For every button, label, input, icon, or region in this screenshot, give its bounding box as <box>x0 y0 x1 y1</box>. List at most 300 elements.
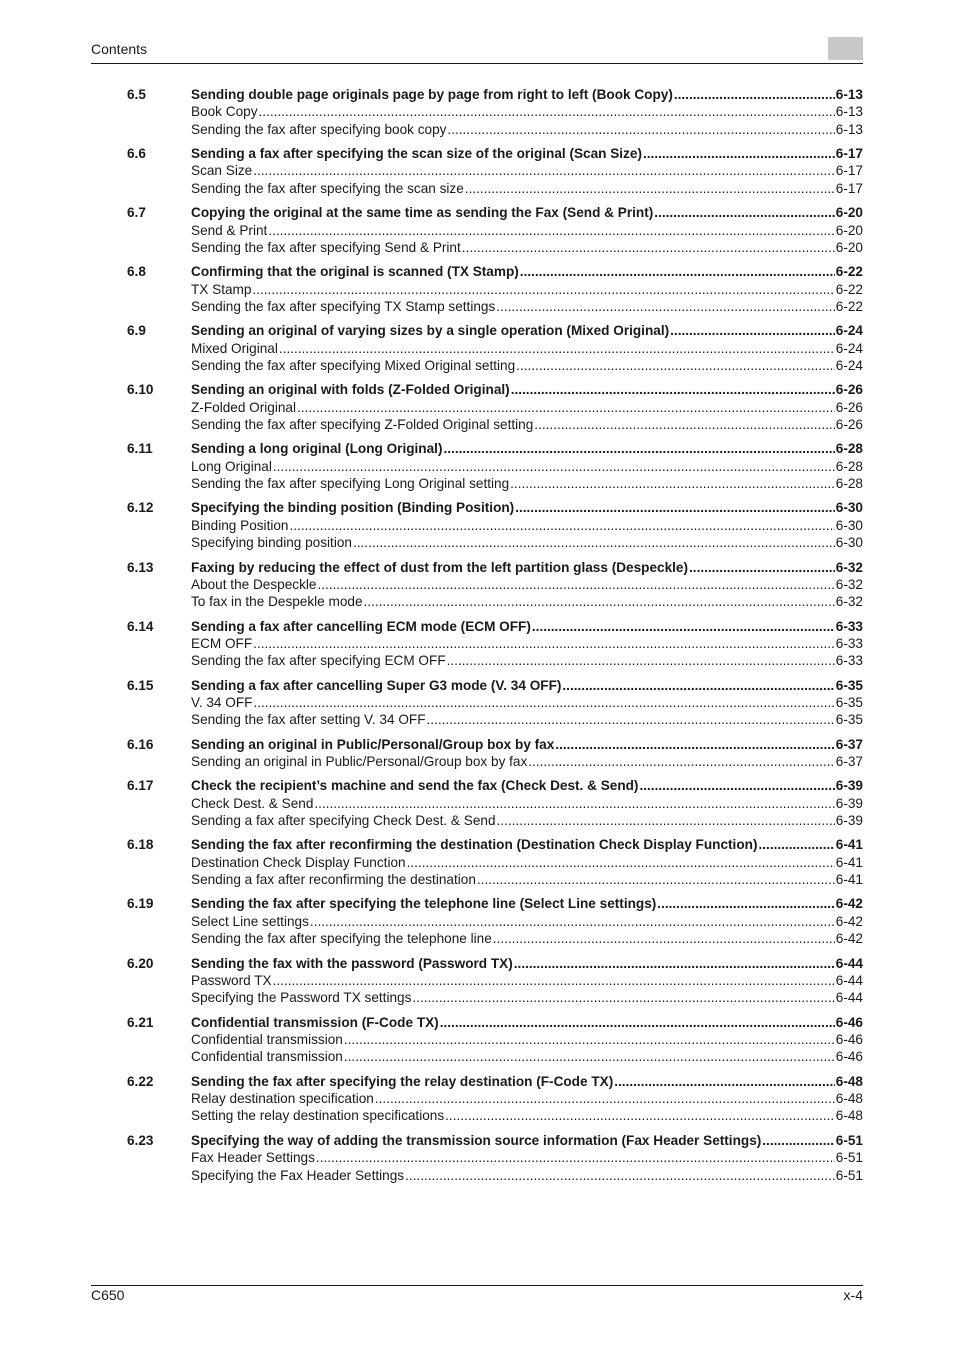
section-title: Confirming that the original is scanned (TX Stamp) <box>191 264 519 280</box>
subentry-page: 6-17 <box>835 180 863 196</box>
dot-leader <box>316 1149 835 1166</box>
dot-leader <box>657 895 834 912</box>
section-spacer <box>0 1184 954 1191</box>
page-header-title: Contents <box>91 41 148 57</box>
toc-subentry[interactable] <box>0 281 954 298</box>
toc-section <box>0 440 954 499</box>
section-entry <box>191 736 863 753</box>
subentry-page: 6-28 <box>835 476 863 492</box>
section-number: 6.10 <box>127 382 154 398</box>
dot-leader <box>758 836 834 853</box>
section-entry <box>191 559 863 576</box>
toc-subentry[interactable] <box>0 103 954 120</box>
section-page: 6-46 <box>835 1014 863 1030</box>
toc-section-heading[interactable] <box>0 836 954 853</box>
section-spacer <box>0 611 954 618</box>
dot-leader <box>310 913 835 930</box>
toc-subentry[interactable] <box>0 593 954 610</box>
section-page: 6-26 <box>835 382 863 398</box>
subentry-page: 6-42 <box>835 931 863 947</box>
section-entry <box>191 1014 863 1031</box>
dot-leader <box>253 635 835 652</box>
toc-subentry[interactable] <box>0 694 954 711</box>
toc-subentry[interactable] <box>0 239 954 256</box>
section-spacer <box>0 670 954 677</box>
section-number: 6.13 <box>127 559 154 575</box>
dot-leader <box>253 694 834 711</box>
section-entry <box>191 145 863 162</box>
toc-section-heading[interactable] <box>0 204 954 221</box>
subentry-title: Setting the relay destination specifications <box>191 1108 445 1124</box>
toc-section <box>0 1014 954 1073</box>
section-page: 6-17 <box>835 146 863 162</box>
subentry-entry <box>191 635 863 652</box>
dot-leader <box>674 86 835 103</box>
section-page: 6-33 <box>835 618 863 634</box>
dot-leader <box>493 930 835 947</box>
dot-leader <box>447 652 835 669</box>
section-entry <box>191 322 863 339</box>
subentry-title: Sending the fax after specifying book copy <box>191 121 447 137</box>
dot-leader <box>497 812 835 829</box>
section-number: 6.12 <box>127 500 154 516</box>
subentry-page: 6-48 <box>835 1091 863 1107</box>
subentry-page: 6-35 <box>835 695 863 711</box>
section-number: 6.19 <box>127 896 154 912</box>
subentry-entry <box>191 930 863 947</box>
dot-leader <box>511 381 835 398</box>
subentry-title: Select Line settings <box>191 913 309 929</box>
subentry-page: 6-33 <box>835 635 863 651</box>
toc-subentry[interactable] <box>0 357 954 374</box>
subentry-title: Sending a fax after reconfirming the destination <box>191 872 476 888</box>
subentry-entry <box>191 1031 863 1048</box>
subentry-page: 6-46 <box>835 1049 863 1065</box>
subentry-title: Specifying binding position <box>191 535 352 551</box>
section-title: Sending the fax after specifying the telephone line (Select Line settings) <box>191 896 657 912</box>
toc-subentry[interactable] <box>0 458 954 475</box>
subentry-title: To fax in the Despekle mode <box>191 594 363 610</box>
subentry-page: 6-28 <box>835 458 863 474</box>
section-number: 6.22 <box>127 1073 154 1089</box>
dot-leader <box>364 593 835 610</box>
toc-section-heading[interactable] <box>0 736 954 753</box>
subentry-title: Send & Print <box>191 222 268 238</box>
section-title: Sending an original of varying sizes by a single operation (Mixed Original) <box>191 323 670 339</box>
toc-subentry[interactable] <box>0 635 954 652</box>
subentry-entry <box>191 871 863 888</box>
dot-leader <box>528 753 835 770</box>
dot-leader <box>253 162 835 179</box>
subentry-entry <box>191 576 863 593</box>
toc-section-heading[interactable] <box>0 499 954 516</box>
header-divider <box>91 63 863 64</box>
toc-subentry[interactable] <box>0 753 954 770</box>
section-spacer <box>0 830 954 837</box>
toc-section <box>0 1132 954 1191</box>
section-entry <box>191 440 863 457</box>
section-title: Copying the original at the same time as sending the Fax (Send & Print) <box>191 205 654 221</box>
subentry-entry <box>191 795 863 812</box>
section-title: Specifying the way of adding the transmission source information (Fax Header Settings) <box>191 1132 762 1148</box>
dot-leader <box>515 499 835 516</box>
subentry-title: Sending the fax after specifying Send & Print <box>191 239 461 255</box>
section-title: Sending an original with folds (Z-Folded Original) <box>191 382 510 398</box>
toc-section-heading[interactable] <box>0 145 954 162</box>
subentry-page: 6-46 <box>835 1032 863 1047</box>
subentry-entry <box>191 1048 863 1065</box>
section-entry <box>191 263 863 280</box>
section-number: 6.17 <box>127 778 154 794</box>
subentry-title: Book Copy <box>191 104 258 120</box>
section-entry <box>191 204 863 221</box>
toc-section <box>0 736 954 778</box>
dot-leader <box>520 263 835 280</box>
toc-subentry[interactable] <box>0 534 954 551</box>
subentry-title: Specifying the Password TX settings <box>191 990 412 1006</box>
subentry-page: 6-17 <box>835 163 863 179</box>
dot-leader <box>510 475 835 492</box>
section-spacer <box>0 197 954 204</box>
toc-subentry[interactable] <box>0 475 954 492</box>
toc-subentry[interactable] <box>0 930 954 947</box>
toc-subentry[interactable] <box>0 871 954 888</box>
section-entry <box>191 677 863 694</box>
section-title: Specifying the binding position (Binding Position) <box>191 500 515 516</box>
subentry-title: Fax Header Settings <box>191 1150 315 1166</box>
subentry-title: TX Stamp <box>191 281 252 297</box>
section-entry <box>191 895 863 912</box>
toc-subentry[interactable] <box>0 854 954 871</box>
section-title: Sending a fax after cancelling ECM mode (ECM OFF) <box>191 618 531 634</box>
subentry-entry <box>191 753 863 770</box>
toc-section <box>0 895 954 954</box>
subentry-page: 6-33 <box>835 653 863 669</box>
section-spacer <box>0 493 954 500</box>
toc-subentry[interactable] <box>0 795 954 812</box>
section-number: 6.5 <box>127 87 146 102</box>
subentry-entry <box>191 1149 863 1166</box>
subentry-title: Destination Check Display Function <box>191 854 406 870</box>
subentry-page: 6-42 <box>835 913 863 929</box>
toc-subentry[interactable] <box>0 1107 954 1124</box>
dot-leader <box>427 711 835 728</box>
toc-subentry[interactable] <box>0 652 954 669</box>
footer-divider <box>91 1285 863 1286</box>
section-spacer <box>0 1125 954 1132</box>
toc-subentry[interactable] <box>0 416 954 433</box>
subentry-entry <box>191 222 863 239</box>
section-title: Sending the fax after reconfirming the destination (Destination Check Display Function) <box>191 837 758 853</box>
toc-subentry[interactable] <box>0 340 954 357</box>
subentry-page: 6-39 <box>835 795 863 811</box>
dot-leader <box>314 795 834 812</box>
subentry-page: 6-20 <box>835 222 863 238</box>
dot-leader <box>689 559 835 576</box>
toc-subentry[interactable] <box>0 1167 954 1184</box>
section-page: 6-35 <box>835 677 863 693</box>
toc-section-heading[interactable] <box>0 955 954 972</box>
dot-leader <box>762 1132 835 1149</box>
dot-leader <box>555 736 834 753</box>
section-page: 6-42 <box>835 896 863 912</box>
dot-leader <box>344 1031 835 1048</box>
subentry-entry <box>191 121 863 138</box>
dot-leader <box>496 298 835 315</box>
dot-leader <box>344 1048 835 1065</box>
toc-subentry[interactable] <box>0 298 954 315</box>
dot-leader <box>534 416 834 433</box>
subentry-entry <box>191 162 863 179</box>
header-tab-marker <box>828 37 863 60</box>
toc-section <box>0 677 954 736</box>
toc-section-heading[interactable] <box>0 1014 954 1031</box>
subentry-page: 6-51 <box>835 1167 863 1183</box>
subentry-title: Binding Position <box>191 517 289 533</box>
toc-section <box>0 1073 954 1132</box>
toc-section-heading[interactable] <box>0 1132 954 1149</box>
subentry-page: 6-22 <box>835 298 863 314</box>
section-page: 6-39 <box>835 778 863 794</box>
toc-section <box>0 836 954 895</box>
toc-section-heading[interactable] <box>0 895 954 912</box>
toc-subentry[interactable] <box>0 1048 954 1065</box>
toc-subentry[interactable] <box>0 1031 954 1048</box>
dot-leader <box>273 458 835 475</box>
section-spacer <box>0 433 954 440</box>
subentry-title: Password TX <box>191 972 272 988</box>
toc-section-heading[interactable] <box>0 677 954 694</box>
toc-section-heading[interactable] <box>0 440 954 457</box>
subentry-page: 6-26 <box>835 417 863 433</box>
toc-subentry[interactable] <box>0 517 954 534</box>
subentry-entry <box>191 694 863 711</box>
dot-leader <box>477 871 835 888</box>
subentry-page: 6-41 <box>835 872 863 888</box>
subentry-page: 6-35 <box>835 712 863 728</box>
section-entry <box>191 381 863 398</box>
section-title: Confidential transmission (F-Code TX) <box>191 1014 439 1030</box>
subentry-entry <box>191 1090 863 1107</box>
subentry-page: 6-39 <box>835 813 863 829</box>
toc-subentry[interactable] <box>0 989 954 1006</box>
footer-page-number: x-4 <box>843 1287 863 1303</box>
dot-leader <box>639 777 834 794</box>
subentry-title: Sending the fax after specifying ECM OFF <box>191 653 446 669</box>
subentry-title: Sending the fax after specifying the scan size <box>191 180 464 196</box>
subentry-page: 6-37 <box>835 754 863 770</box>
dot-leader <box>412 989 834 1006</box>
dot-leader <box>462 239 835 256</box>
dot-leader <box>654 204 835 221</box>
section-entry <box>191 1132 863 1149</box>
toc-section <box>0 499 954 558</box>
section-title: Check the recipient’s machine and send the fax (Check Dest. & Send) <box>191 778 639 794</box>
dot-leader <box>290 517 835 534</box>
subentry-page: 6-13 <box>835 121 863 137</box>
subentry-page: 6-41 <box>835 854 863 870</box>
toc-section-heading[interactable] <box>0 381 954 398</box>
subentry-title: Relay destination specification <box>191 1091 374 1107</box>
toc-section-heading[interactable] <box>0 322 954 339</box>
subentry-page: 6-32 <box>835 594 863 610</box>
section-page: 6-48 <box>835 1073 863 1089</box>
table-of-contents <box>0 86 954 1191</box>
dot-leader <box>447 121 834 138</box>
section-spacer <box>0 374 954 381</box>
subentry-page: 6-13 <box>835 104 863 120</box>
subentry-title: Sending the fax after specifying Long Original setting <box>191 476 510 492</box>
subentry-entry <box>191 239 863 256</box>
subentry-page: 6-32 <box>835 576 863 592</box>
toc-subentry[interactable] <box>0 121 954 138</box>
toc-subentry[interactable] <box>0 576 954 593</box>
section-title: Sending double page originals page by page from right to left (Book Copy) <box>191 87 673 102</box>
subentry-page: 6-30 <box>835 517 863 533</box>
toc-section <box>0 204 954 263</box>
subentry-title: Sending the fax after setting V. 34 OFF <box>191 712 426 728</box>
section-title: Sending an original in Public/Personal/Group box by fax <box>191 736 555 752</box>
section-title: Sending a fax after cancelling Super G3 mode (V. 34 OFF) <box>191 677 562 693</box>
subentry-entry <box>191 281 863 298</box>
toc-section <box>0 86 954 145</box>
toc-section <box>0 618 954 677</box>
subentry-entry <box>191 1107 863 1124</box>
section-number: 6.6 <box>127 146 146 162</box>
section-number: 6.14 <box>127 618 154 634</box>
section-title: Sending a long original (Long Original) <box>191 441 443 457</box>
toc-subentry[interactable] <box>0 180 954 197</box>
toc-subentry[interactable] <box>0 222 954 239</box>
subentry-page: 6-51 <box>835 1150 863 1166</box>
subentry-entry <box>191 298 863 315</box>
subentry-title: Confidential transmission <box>191 1032 343 1047</box>
subentry-entry <box>191 534 863 551</box>
toc-section <box>0 559 954 618</box>
subentry-title: Sending the fax after specifying Mixed Original setting <box>191 358 516 374</box>
subentry-title: About the Despeckle <box>191 576 317 592</box>
section-page: 6-28 <box>835 441 863 457</box>
subentry-title: Z-Folded Original <box>191 399 297 415</box>
section-number: 6.8 <box>127 264 146 280</box>
toc-subentry[interactable] <box>0 972 954 989</box>
subentry-title: V. 34 OFF <box>191 695 253 711</box>
toc-subentry[interactable] <box>0 913 954 930</box>
dot-leader <box>317 576 834 593</box>
section-number: 6.18 <box>127 837 154 853</box>
section-spacer <box>0 729 954 736</box>
subentry-page: 6-26 <box>835 399 863 415</box>
dot-leader <box>405 1167 835 1184</box>
toc-section-heading[interactable] <box>0 618 954 635</box>
section-title: Sending the fax with the password (Password TX) <box>191 955 513 971</box>
section-page: 6-51 <box>835 1132 863 1148</box>
subentry-entry <box>191 1167 863 1184</box>
toc-subentry[interactable] <box>0 1090 954 1107</box>
subentry-entry <box>191 854 863 871</box>
section-page: 6-20 <box>835 205 863 221</box>
dot-leader <box>440 1014 835 1031</box>
section-page: 6-41 <box>835 837 863 853</box>
toc-section-heading[interactable] <box>0 263 954 280</box>
dot-leader <box>670 322 835 339</box>
section-spacer <box>0 1007 954 1014</box>
dot-leader <box>514 955 835 972</box>
section-number: 6.11 <box>127 441 153 457</box>
toc-subentry[interactable] <box>0 1149 954 1166</box>
toc-section-heading[interactable] <box>0 1073 954 1090</box>
section-spacer <box>0 256 954 263</box>
toc-subentry[interactable] <box>0 162 954 179</box>
section-number: 6.21 <box>127 1014 154 1030</box>
section-spacer <box>0 889 954 896</box>
subentry-entry <box>191 593 863 610</box>
toc-subentry[interactable] <box>0 711 954 728</box>
subentry-title: Specifying the Fax Header Settings <box>191 1167 405 1183</box>
subentry-entry <box>191 416 863 433</box>
toc-section-heading[interactable] <box>0 86 954 103</box>
section-spacer <box>0 948 954 955</box>
toc-section <box>0 322 954 381</box>
section-entry <box>191 618 863 635</box>
toc-section-heading[interactable] <box>0 777 954 794</box>
subentry-title: Sending the fax after specifying Z-Folded Original setting <box>191 417 534 433</box>
subentry-title: Sending a fax after specifying Check Dest. & Send <box>191 813 496 829</box>
subentry-page: 6-48 <box>835 1108 863 1124</box>
subentry-page: 6-44 <box>835 990 863 1006</box>
dot-leader <box>562 677 834 694</box>
subentry-entry <box>191 103 863 120</box>
toc-subentry[interactable] <box>0 812 954 829</box>
section-page: 6-37 <box>835 736 863 752</box>
subentry-entry <box>191 340 863 357</box>
subentry-title: Confidential transmission <box>191 1049 343 1065</box>
section-spacer <box>0 770 954 777</box>
section-page: 6-22 <box>835 264 863 280</box>
dot-leader <box>465 180 835 197</box>
toc-section-heading[interactable] <box>0 559 954 576</box>
dot-leader <box>443 440 834 457</box>
dot-leader <box>279 340 835 357</box>
subentry-title: Sending the fax after specifying TX Stamp settings <box>191 298 496 314</box>
dot-leader <box>614 1073 835 1090</box>
dot-leader <box>268 222 834 239</box>
toc-section <box>0 263 954 322</box>
subentry-title: Sending an original in Public/Personal/Group box by fax <box>191 754 528 770</box>
dot-leader <box>407 854 835 871</box>
subentry-title: Sending the fax after specifying the telephone line <box>191 931 492 947</box>
toc-section <box>0 381 954 440</box>
subentry-title: Mixed Original <box>191 340 278 356</box>
toc-section <box>0 777 954 836</box>
section-page: 6-30 <box>835 500 863 516</box>
dot-leader <box>532 618 835 635</box>
section-number: 6.16 <box>127 736 154 752</box>
section-title: Faxing by reducing the effect of dust from the left partition glass (Despeckle) <box>191 559 689 575</box>
toc-subentry[interactable] <box>0 399 954 416</box>
section-entry <box>191 777 863 794</box>
subentry-entry <box>191 399 863 416</box>
section-entry <box>191 836 863 853</box>
section-spacer <box>0 552 954 559</box>
subentry-entry <box>191 711 863 728</box>
subentry-page: 6-30 <box>835 535 863 551</box>
section-number: 6.20 <box>127 955 154 971</box>
section-spacer <box>0 138 954 145</box>
dot-leader <box>297 399 835 416</box>
dot-leader <box>375 1090 835 1107</box>
subentry-entry <box>191 357 863 374</box>
